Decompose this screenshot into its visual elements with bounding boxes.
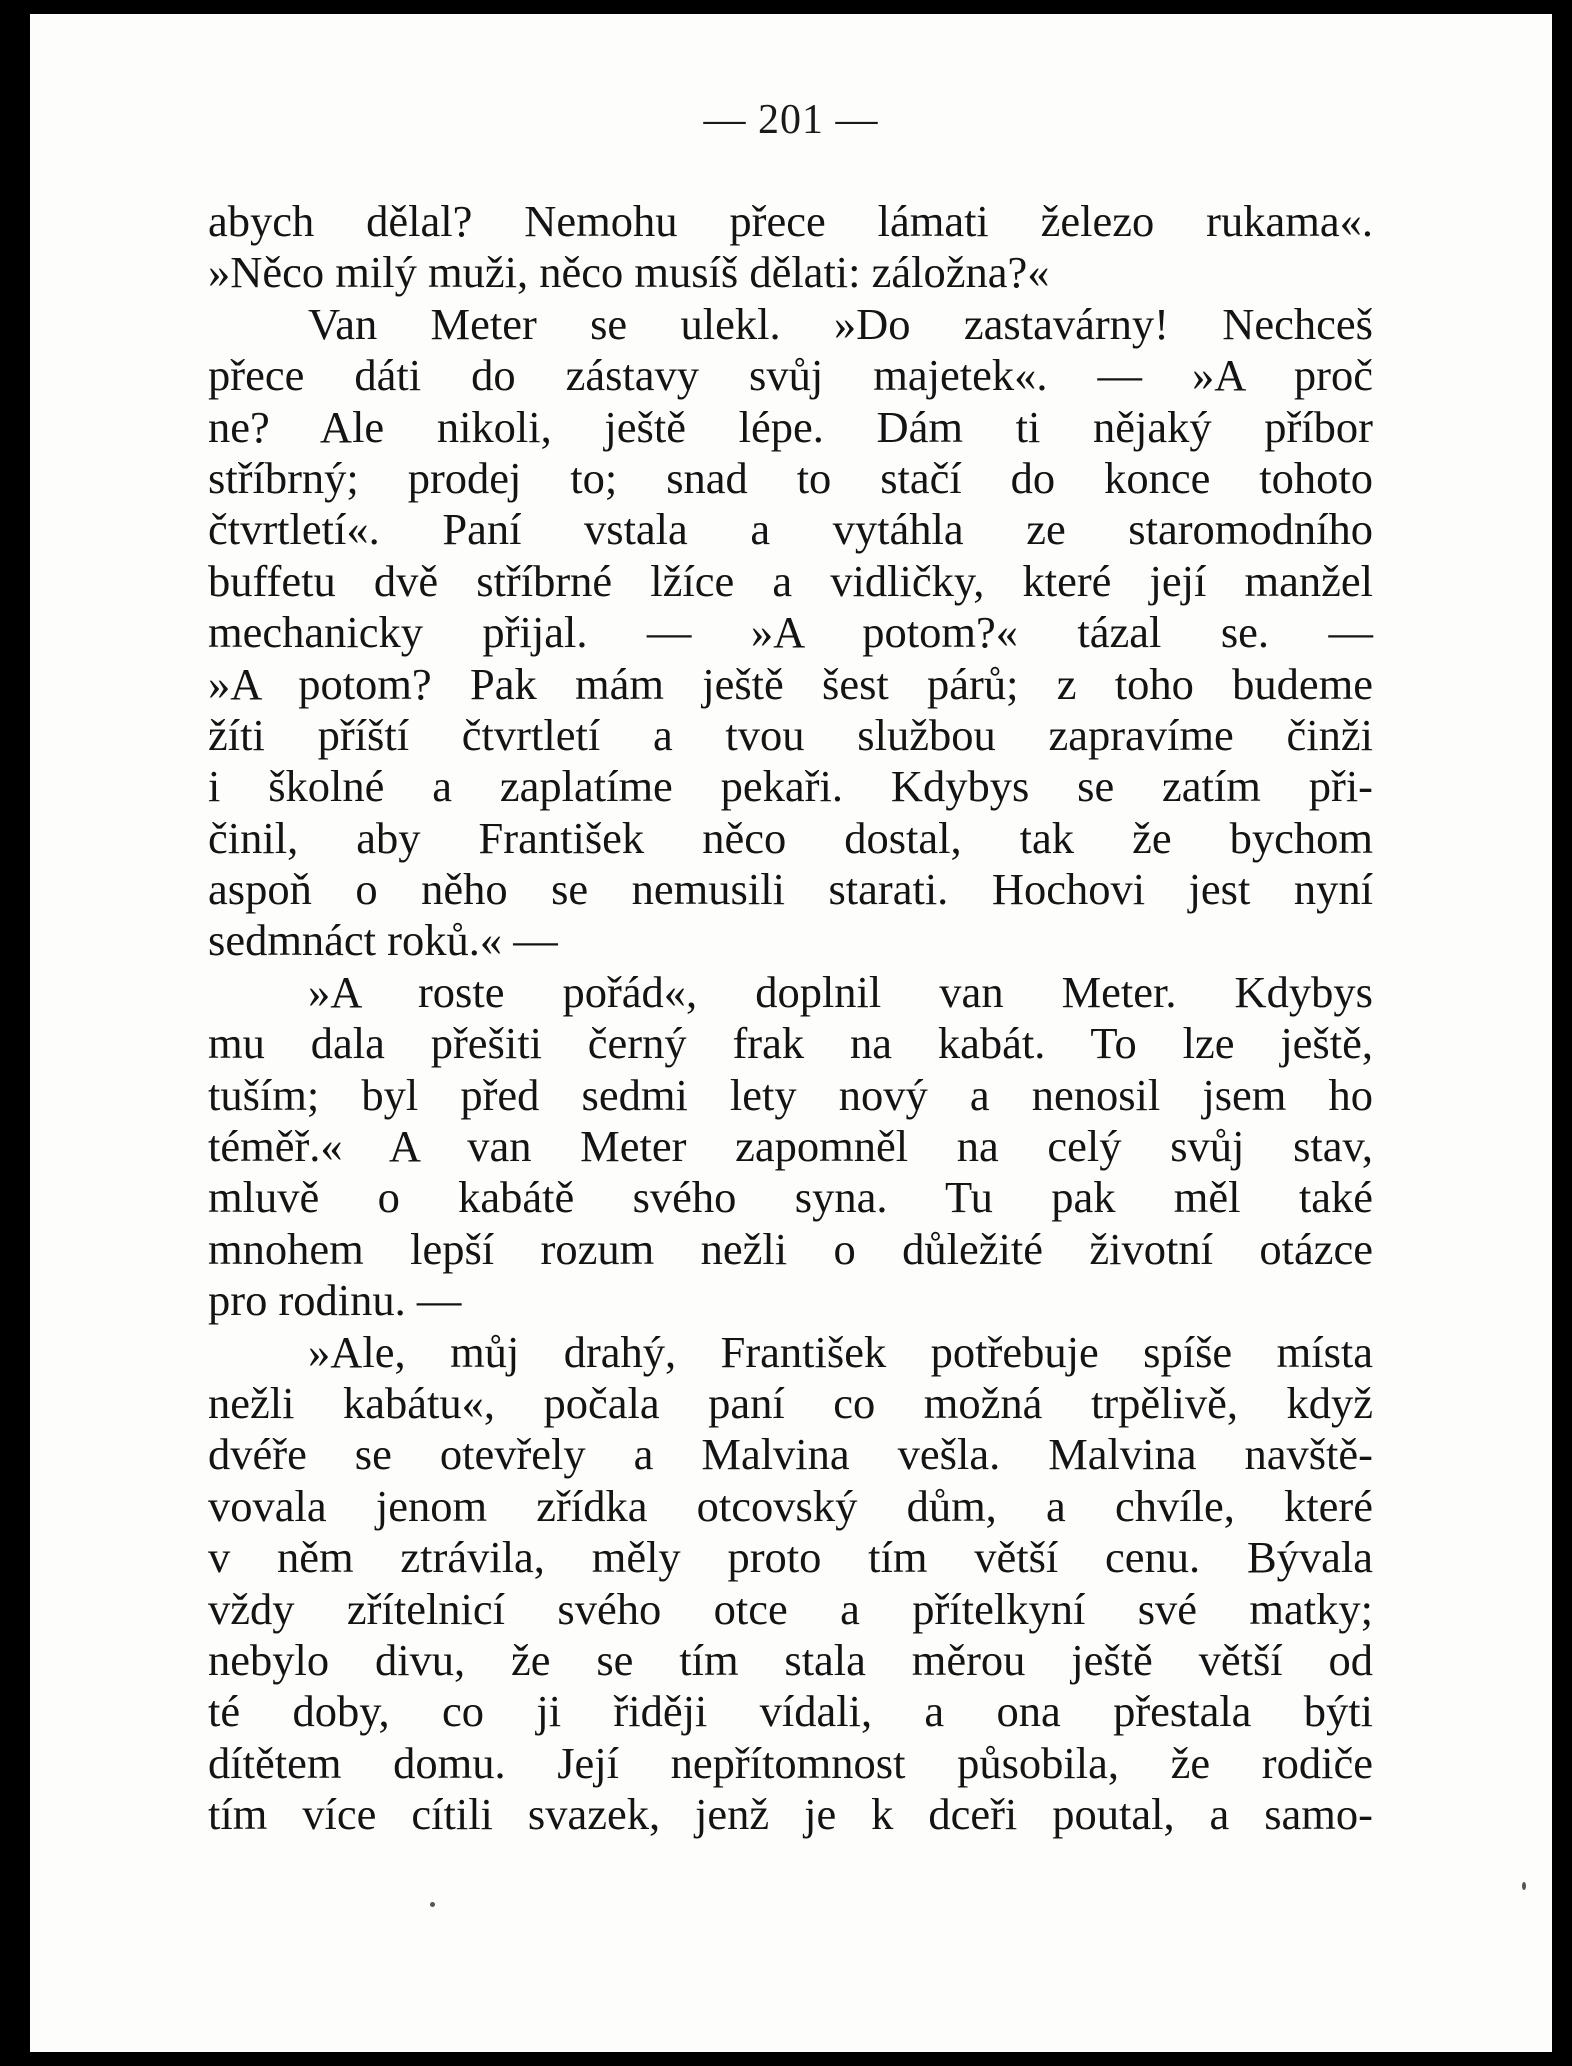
text-line: sedmnáct roků.« — [208, 915, 558, 966]
text-line: mu dala přešiti černý frak na kabát. To lze ještě, [208, 1018, 1373, 1069]
dust-speck [1522, 1882, 1526, 1890]
text-line: té doby, co ji řiději vídali, a ona přestala býti [208, 1686, 1373, 1737]
text-line: aspoň o něho se nemusili starati. Hochovi jest nyní [208, 864, 1373, 915]
text-line: mnohem lepší rozum nežli o důležité životní otázce [208, 1223, 1373, 1274]
text-line: činil, aby František něco dostal, tak že bychom [208, 812, 1373, 863]
text-line: mluvě o kabátě svého syna. Tu pak měl také [208, 1172, 1373, 1223]
text-line: nebylo divu, že se tím stala měrou ještě větší od [208, 1634, 1373, 1685]
text-line: pro rodinu. — [208, 1275, 462, 1326]
text-line: tím více cítili svazek, jenž je k dceři poutal, a samo- [208, 1789, 1373, 1840]
text-line: nežli kabátu«, počala paní co možná trpělivě, když [208, 1377, 1373, 1428]
text-line: přece dáti do zástavy svůj majetek«. — »A proč [208, 350, 1373, 401]
text-line: v něm ztrávila, měly proto tím větší cenu. Bývala [208, 1532, 1373, 1583]
book-page [30, 14, 1552, 2052]
text-line: i školné a zaplatíme pekaři. Kdybys se zatím při- [208, 761, 1373, 812]
text-line: vždy zřítelnicí svého otce a přítelkyní své matky; [208, 1583, 1373, 1634]
text-line: dvéře se otevřely a Malvina vešla. Malvina navště- [208, 1429, 1373, 1480]
page-number: — 201 — [703, 97, 879, 143]
text-line: »Něco milý muži, něco musíš dělati: záložna?« [208, 247, 1050, 298]
text-line: »A potom? Pak mám ještě šest párů; z toho budeme [208, 658, 1373, 709]
text-line: stříbrný; prodej to; snad to stačí do konce tohoto [208, 452, 1373, 503]
body-text [208, 196, 1373, 1841]
text-line: téměř.« A van Meter zapomněl na celý svůj stav, [208, 1121, 1373, 1172]
text-line: buffetu dvě stříbrné lžíce a vidličky, které její manžel [208, 555, 1373, 606]
text-line: čtvrtletí«. Paní vstala a vytáhla ze staromodního [208, 504, 1373, 555]
text-line: vovala jenom zřídka otcovský dům, a chvíle, které [208, 1480, 1373, 1531]
text-line: žíti příští čtvrtletí a tvou službou zapravíme činži [208, 709, 1373, 760]
text-line: abych dělal? Nemohu přece lámati železo rukama«. [208, 196, 1373, 246]
text-line: dítětem domu. Její nepřítomnost působila, že rodiče [208, 1737, 1373, 1788]
text-line: »Ale, můj drahý, František potřebuje spíše místa [308, 1326, 1373, 1377]
dust-speck [430, 1902, 435, 1907]
text-line: tuším; byl před sedmi lety nový a nenosil jsem ho [208, 1069, 1373, 1120]
text-line: mechanicky přijal. — »A potom?« tázal se. — [208, 607, 1373, 658]
text-line: »A roste pořád«, doplnil van Meter. Kdybys [308, 966, 1373, 1017]
text-line: Van Meter se ulekl. »Do zastavárny! Nechceš [308, 298, 1373, 349]
text-line: ne? Ale nikoli, ještě lépe. Dám ti nějaký příbor [208, 401, 1373, 452]
